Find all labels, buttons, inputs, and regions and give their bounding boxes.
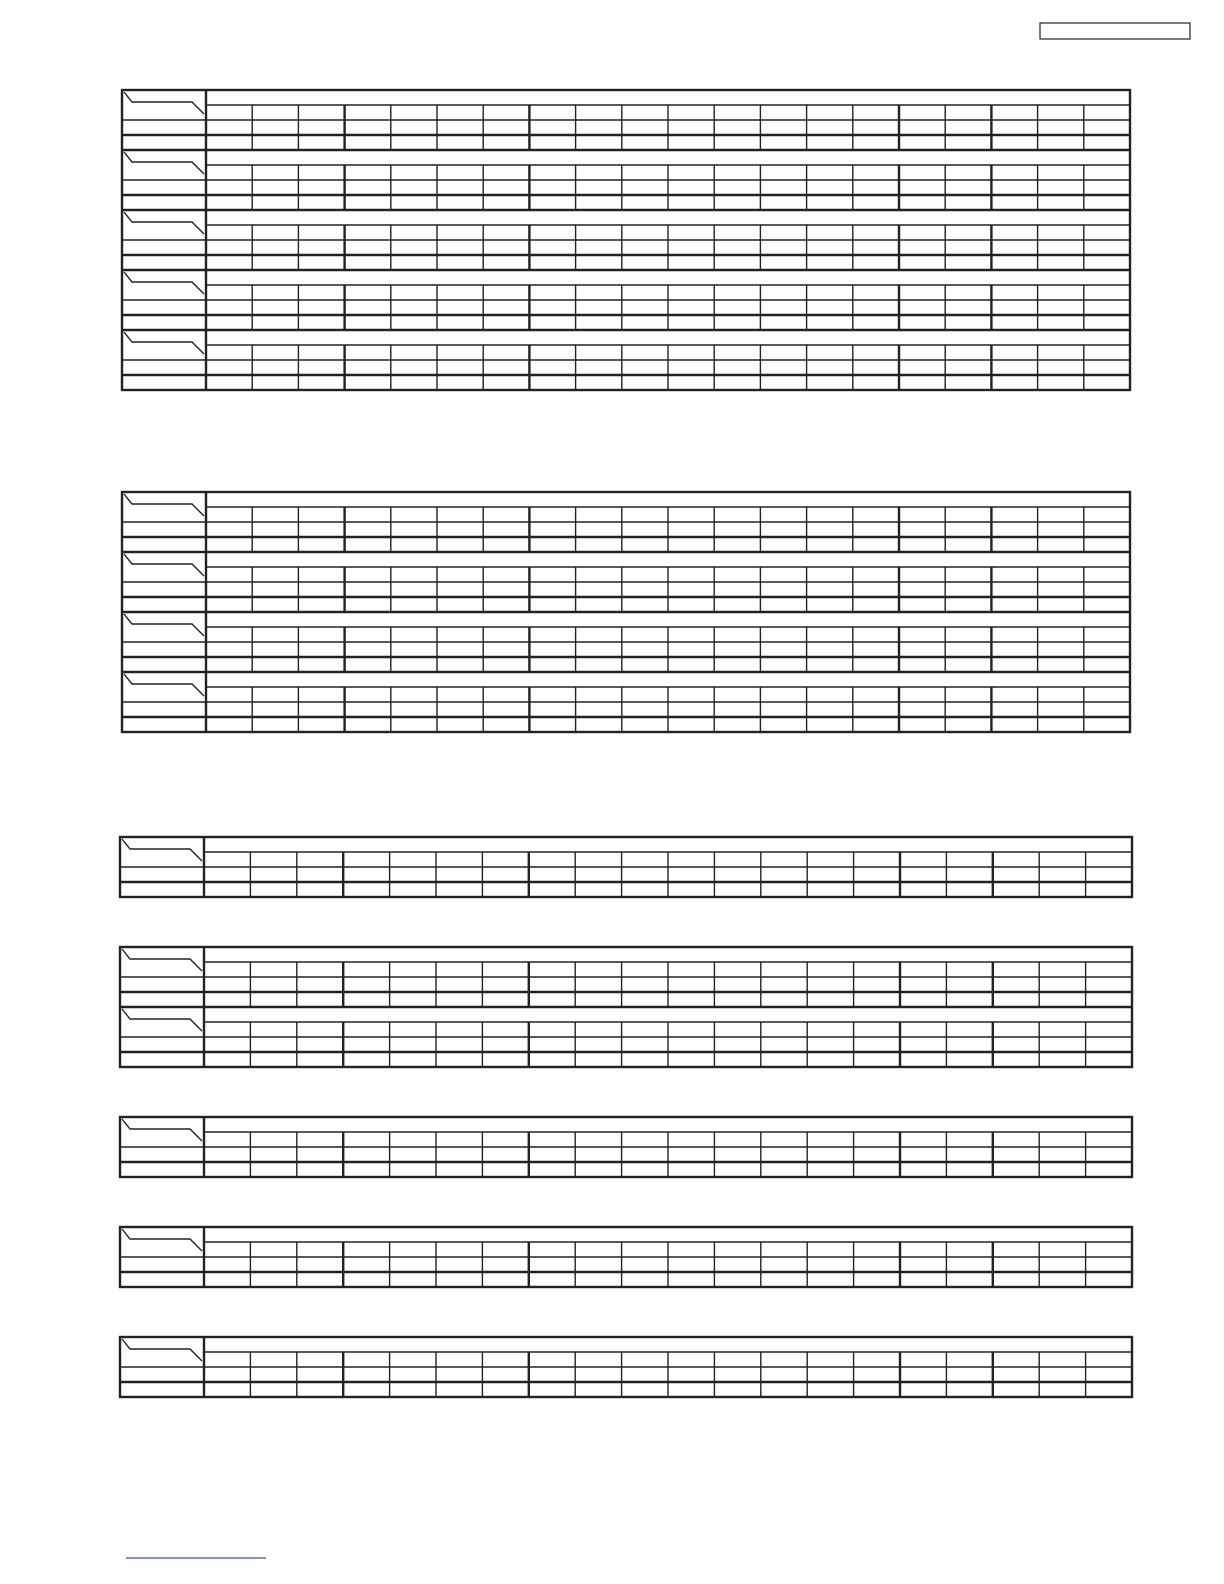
table-2-row-block-b (122, 492, 1130, 732)
header-diagonal (122, 1009, 202, 1031)
header-diagonal (124, 152, 204, 174)
header-diagonal (122, 1339, 202, 1361)
header-diagonal (124, 272, 204, 294)
header-diagonal (124, 554, 204, 576)
header-diagonal (122, 949, 202, 971)
header-id-box (1040, 23, 1190, 39)
table-5 (120, 1117, 1132, 1177)
table-1-row-block-a (122, 90, 1130, 390)
header-diagonal (122, 839, 202, 861)
table-7 (120, 1337, 1132, 1397)
header-diagonal (124, 614, 204, 636)
header-diagonal (122, 1229, 202, 1251)
header-diagonal (124, 92, 204, 114)
tables-layer (120, 90, 1132, 1397)
header-diagonal (122, 1119, 202, 1141)
table-3 (120, 837, 1132, 897)
header-diagonal (124, 332, 204, 354)
header-diagonal (124, 212, 204, 234)
table-4 (120, 947, 1132, 1067)
header-diagonal (124, 494, 204, 516)
table-6 (120, 1227, 1132, 1287)
header-diagonal (124, 674, 204, 696)
